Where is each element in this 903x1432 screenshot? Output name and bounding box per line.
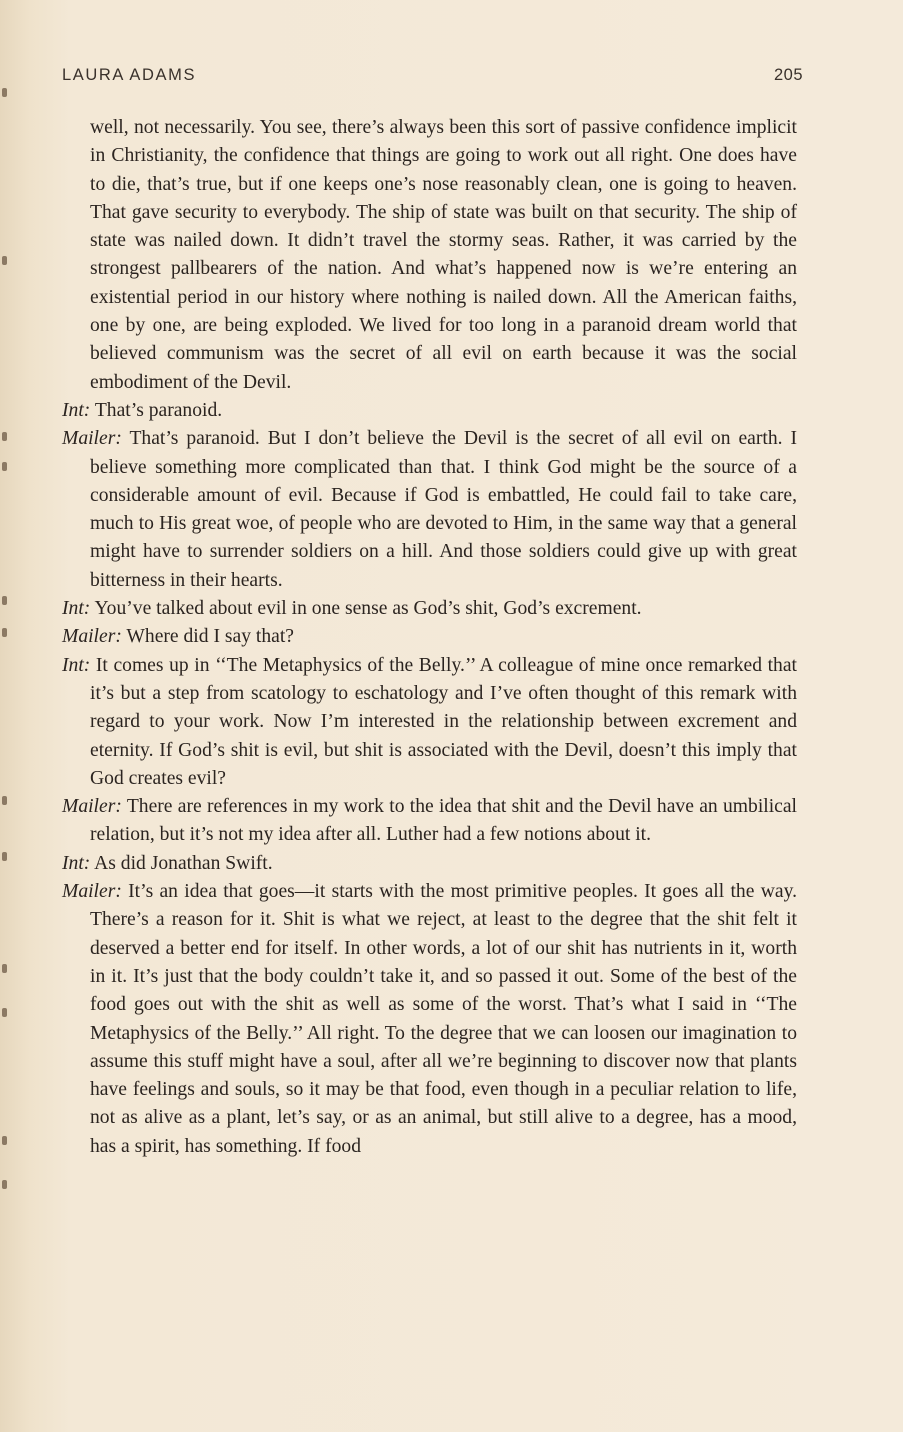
dialogue-paragraph (62, 425, 797, 595)
paragraph-text: There are references in my work to the idea that shit and the Devil have an umbilical relation, but it’s not my idea after all. Luther had a few notions about it. (90, 796, 798, 846)
speaker-label: Mailer: (62, 881, 122, 903)
paragraph-text: It’s an idea that goes—it starts with the most primitive peoples. It goes all the way. There’s a reason for it. Shit is what we reject, at least to the degree that the shit felt it deserved a better end for itself. In other words, a lot of our shit has nutrients in it, worth in it. It’s just that the body couldn’t take it, and so passed it out. Some of the best of the food goes out with the shit as well as some of the worst. That’s what I said in ‘‘The Metaphysics of the Belly.’’ All right. To the degree that we can loosen our imagination to assume this stuff might have a soul, after all we’re beginning to discover now that plants have feelings and souls, so it may be that food, even though in a peculiar relation to life, not as alive as a plant, let’s say, or as an animal, but still alive to a degree, has a mood, has a spirit, has something. If food (90, 881, 797, 1157)
speaker-label: Mailer: (62, 428, 122, 450)
gutter-mark (2, 628, 7, 637)
dialogue-paragraph (62, 793, 797, 850)
gutter-mark (2, 852, 7, 861)
paragraph-continued (62, 114, 797, 397)
gutter-mark (2, 1008, 7, 1017)
gutter-mark (2, 256, 7, 265)
dialogue-paragraph (62, 850, 797, 878)
dialogue-paragraph (62, 878, 797, 1161)
gutter-mark (2, 1180, 7, 1189)
dialogue-paragraph (62, 397, 797, 425)
body-text (62, 114, 797, 1161)
paragraph-text: As did Jonathan Swift. (94, 852, 273, 874)
paragraph-text: That’s paranoid. (94, 399, 223, 421)
gutter-mark (2, 964, 7, 973)
speaker-label: Mailer: (62, 626, 122, 648)
speaker-label: Int: (62, 654, 91, 676)
speaker-label: Int: (62, 852, 91, 874)
running-head (62, 66, 803, 85)
page-number: 205 (773, 66, 803, 84)
paragraph-text: It comes up in ‘‘The Metaphysics of the Belly.’’ A colleague of mine once remarked that it’s but a step from scatology to eschatology and I’ve often thought of this remark with regard to your work. Now I’m interested in the relationship between excrement and eternity. If God’s shit is evil, but shit is associated with the Devil, doesn’t this imply that God creates evil? (90, 654, 797, 789)
gutter-mark (2, 596, 7, 605)
speaker-label: Int: (62, 598, 91, 620)
paragraph-text: You’ve talked about evil in one sense as God’s shit, God’s excrement. (94, 598, 642, 620)
dialogue-paragraph (62, 595, 797, 623)
gutter-mark (2, 796, 7, 805)
paragraph-text: Where did I say that? (126, 626, 294, 648)
gutter-mark (2, 88, 7, 97)
speaker-label: Int: (62, 399, 91, 421)
paragraph-text: well, not necessarily. You see, there’s always been this sort of passive confidence implicit in Christianity, the confidence that things are going to work out all right. One does have to die, that’s true, but if one keeps one’s nose reasonably clean, one is going to heaven. That gave security to everybody. The ship of state was built on that security. The ship of state was nailed down. It didn’t travel the stormy seas. Rather, it was carried by the strongest pallbearers of the nation. And what’s happened now is we’re entering an existential period in our history where nothing is nailed down. All the American faiths, one by one, are being exploded. We lived for too long in a paranoid dream world that believed communism was the secret of all evil on earth because it was the social embodiment of the Devil. (90, 117, 797, 393)
dialogue-paragraph (62, 623, 797, 651)
paragraph-text: That’s paranoid. But I don’t believe the Devil is the secret of all evil on earth. I believe something more complicated than that. I think God might be the source of a considerable amount of evil. Because if God is embattled, He could fail to take care, much to His great woe, of people who are devoted to Him, in the same way that a general might have to surrender soldiers on a hill. And those soldiers could give up with great bitterness in their hearts. (90, 428, 797, 591)
speaker-label: Mailer: (62, 796, 122, 818)
gutter-mark (2, 432, 7, 441)
gutter-mark (2, 1136, 7, 1145)
dialogue-paragraph (62, 652, 797, 793)
gutter-mark (2, 462, 7, 471)
running-head-author: LAURA ADAMS (62, 66, 197, 84)
